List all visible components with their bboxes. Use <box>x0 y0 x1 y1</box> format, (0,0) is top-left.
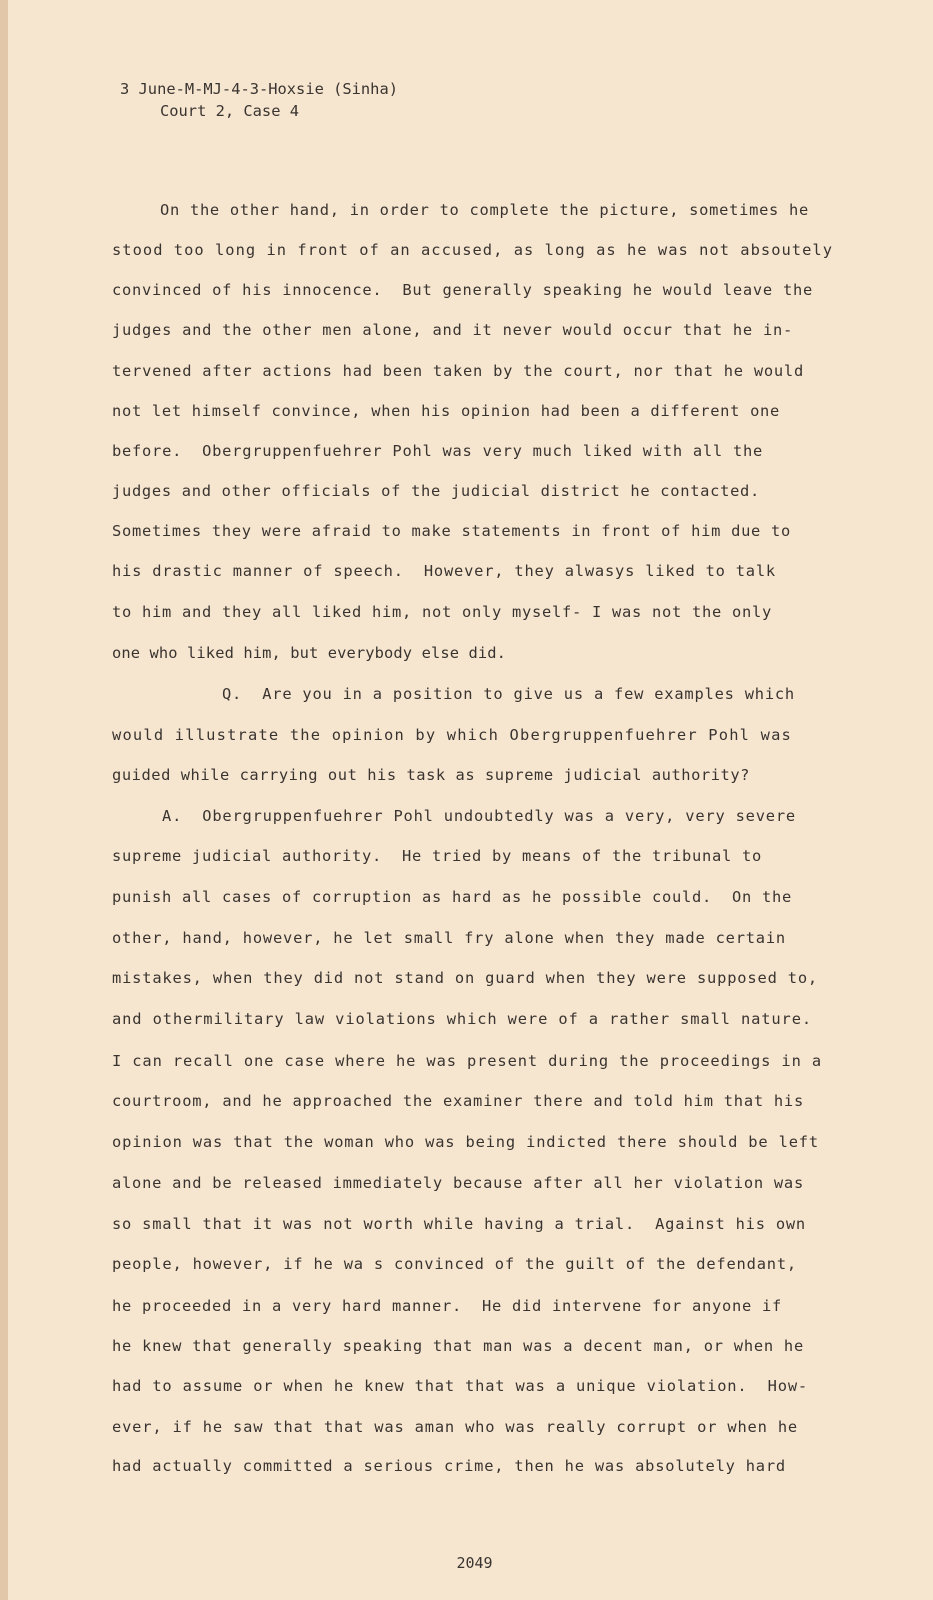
text-line: before. Obergruppenfuehrer Pohl was very much liked with all the <box>112 442 763 460</box>
text-line: he proceeded in a very hard manner. He did intervene for anyone if <box>112 1297 782 1315</box>
text-line: his drastic manner of speech. However, they alwasys liked to talk <box>112 562 776 580</box>
text-line: stood too long in front of an accused, as long as he was not absoutely <box>112 241 833 259</box>
text-line: judges and other officials of the judicial district he contacted. <box>112 482 760 500</box>
text-line: Q. Are you in a position to give us a few examples which <box>222 685 795 703</box>
text-line: he knew that generally speaking that man was a decent man, or when he <box>112 1337 804 1355</box>
text-line: convinced of his innocence. But generally speaking he would leave the <box>112 281 813 299</box>
text-line: On the other hand, in order to complete the picture, sometimes he <box>160 201 809 219</box>
text-line: people, however, if he wa s convinced of the guilt of the defendant, <box>112 1255 797 1273</box>
text-line: ever, if he saw that that was aman who was really corrupt or when he <box>112 1418 798 1436</box>
text-line: had actually committed a serious crime, then he was absolutely hard <box>112 1457 786 1475</box>
text-line: other, hand, however, he let small fry alone when they made certain <box>112 929 786 947</box>
page-number: 2049 <box>456 1554 493 1572</box>
text-line: and othermilitary law violations which were of a rather small nature. <box>112 1010 812 1028</box>
text-line: would illustrate the opinion by which Obergruppenfuehrer Pohl was <box>112 726 792 744</box>
text-line: Sometimes they were afraid to make statements in front of him due to <box>112 522 791 540</box>
text-line: had to assume or when he knew that that was a unique violation. How- <box>112 1377 808 1395</box>
document-header <box>120 78 398 122</box>
text-line: opinion was that the woman who was being indicted there should be left <box>112 1133 819 1151</box>
header-line-2: Court 2, Case 4 <box>160 102 299 120</box>
text-line: A. Obergruppenfuehrer Pohl undoubtedly was a very, very severe <box>162 807 796 825</box>
text-line: guided while carrying out his task as supreme judicial authority? <box>112 766 750 784</box>
text-line: so small that it was not worth while having a trial. Against his own <box>112 1215 806 1233</box>
text-line: I can recall one case where he was present during the proceedings in a <box>112 1052 822 1070</box>
text-line: tervened after actions had been taken by the court, nor that he would <box>112 362 804 380</box>
text-line: judges and the other men alone, and it never would occur that he in- <box>112 321 793 339</box>
text-line: to him and they all liked him, not only myself- I was not the only <box>112 603 772 621</box>
text-line: punish all cases of corruption as hard as he possible could. On the <box>112 888 792 906</box>
text-line: alone and be released immediately because after all her violation was <box>112 1174 804 1192</box>
text-line: supreme judicial authority. He tried by means of the tribunal to <box>112 847 762 865</box>
text-line: mistakes, when they did not stand on guard when they were supposed to, <box>112 969 818 987</box>
text-line: one who liked him, but everybody else did. <box>112 644 506 662</box>
text-line: not let himself convince, when his opinion had been a different one <box>112 402 780 420</box>
text-line: courtroom, and he approached the examiner there and told him that his <box>112 1092 804 1110</box>
header-line-1: 3 June-M-MJ-4-3-Hoxsie (Sinha) <box>120 80 398 98</box>
